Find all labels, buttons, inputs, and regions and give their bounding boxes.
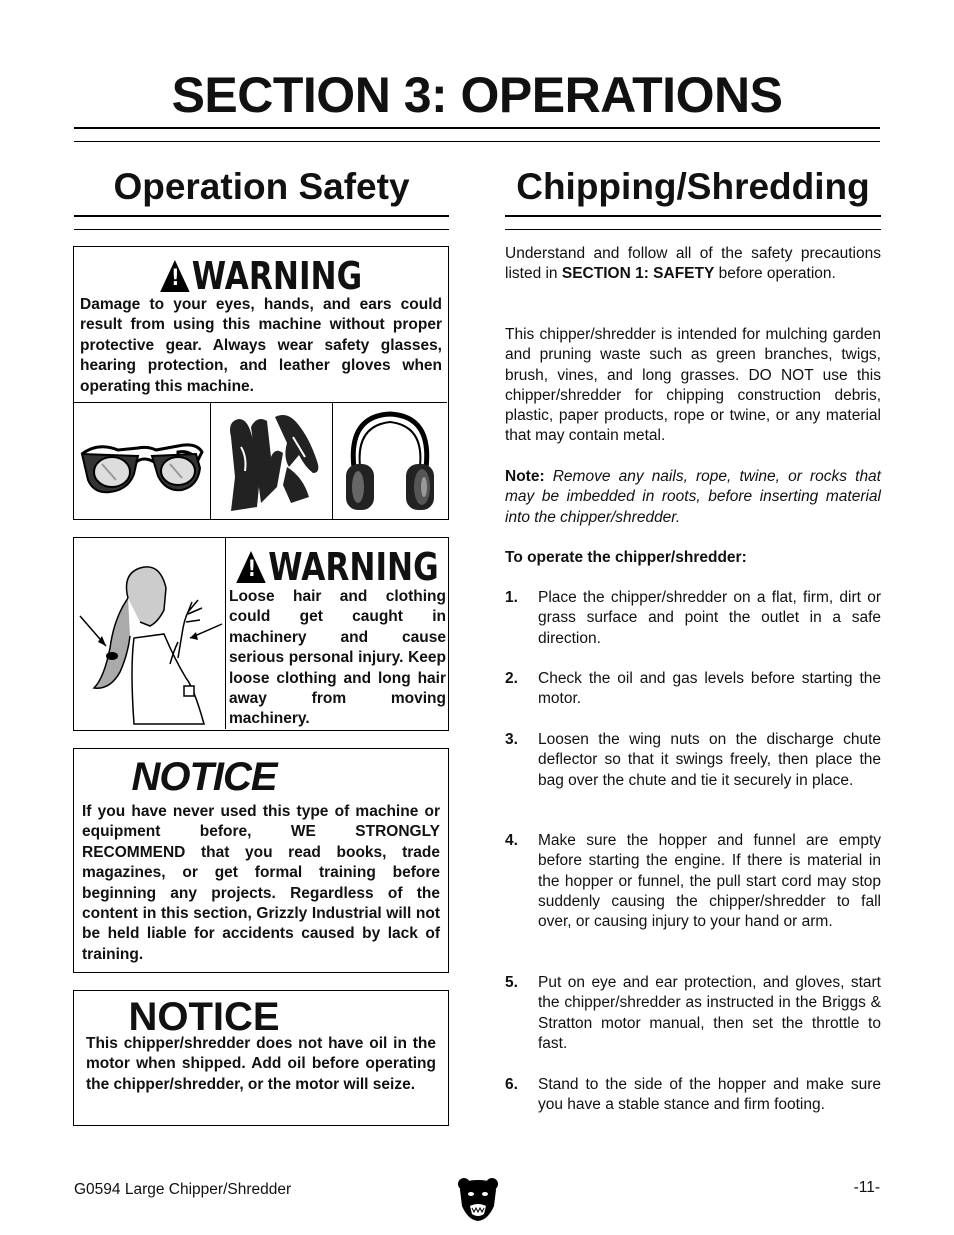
step-number: 5.: [505, 974, 518, 991]
notice-text: If you have never used this type of machine or equipment before, WE STRONGLY RECOMMEND that you read books, trade magazines, or get formal training before beginning any projects. Regardless of the content in this section, Grizzly Industrial will not be held liable for accidents caused by lack of training.: [82, 803, 440, 963]
grizzly-bear-logo: [456, 1176, 500, 1222]
step-number: 2.: [505, 670, 518, 687]
notice-box-oil: [73, 990, 449, 1126]
step-2: [505, 669, 881, 710]
warning-text: Damage to your eyes, hands, and ears could result from using this machine without proper protective gear. Always wear safety glasses, hearing protection, and leather gloves when operating this machine.: [80, 296, 442, 395]
warning-header: [108, 253, 415, 299]
warning-box-loose-hair: [73, 537, 449, 731]
warning-label: WARNING: [191, 254, 363, 298]
step-text: Make sure the hopper and funnel are empty before starting the engine. If there is material in the hopper or funnel, the pull start cord may stop suddenly causing the chipper/shredder to fall over, or causing injury to your hand or arm.: [538, 832, 881, 931]
step-text: Place the chipper/shredder on a flat, firm, dirt or grass surface and point the outlet in a safe direction.: [538, 589, 881, 647]
intro-paragraph: [505, 244, 881, 285]
page-number: -11-: [853, 1179, 880, 1196]
safety-glasses-image: [74, 403, 211, 520]
title-rule-thin: [74, 141, 880, 142]
note-paragraph: [505, 467, 881, 528]
ear-muffs-image: [333, 403, 447, 520]
long-hair-person-icon: [74, 538, 224, 728]
safety-section-reference: SECTION 1: SAFETY: [561, 265, 715, 283]
warning-label: WARNING: [268, 545, 439, 589]
chipping-shredding-heading: Chipping/Shredding: [516, 166, 870, 207]
warning-triangle-icon: [236, 551, 266, 583]
operation-safety-heading: Operation Safety: [113, 166, 410, 207]
warning2-content: [229, 538, 446, 730]
note-label: Note:: [505, 468, 545, 485]
right-heading-rule-thin: [505, 229, 881, 230]
steps-heading: To operate the chipper/shredder:: [505, 549, 747, 566]
step-text: Loosen the wing nuts on the discharge chute deflector so that it swings freely, then place the bag over the chute and tie it securely in place.: [538, 731, 881, 789]
warning-header: [249, 544, 439, 590]
intro-text: Understand and follow all of the safety precautions listed in: [505, 245, 881, 283]
warning-text: Loose hair and clothing could get caught in machinery and cause serious personal injury. Keep loose clothing and long hair away from moving machinery.: [229, 588, 446, 728]
step-number: 3.: [505, 731, 518, 748]
left-heading-rule-thick: [74, 215, 449, 217]
note-text: Remove any nails, rope, twine, or rocks that may be imbedded in roots, before inserting material into the chipper/shredder.: [505, 468, 881, 526]
step-5: [505, 973, 881, 1054]
bear-logo-icon: [456, 1176, 500, 1222]
step-6: [505, 1075, 881, 1116]
step-1: [505, 588, 881, 649]
notice-box-training: [73, 748, 449, 973]
step-4: [505, 831, 881, 932]
notice-text: This chipper/shredder does not have oil in the motor when shipped. Add oil before operating the chipper/shredder, or the motor will seize.: [86, 1035, 436, 1093]
notice-header: NOTICE: [128, 995, 280, 1039]
notice-header: NOTICE: [131, 755, 277, 799]
intro-text-end: before operation.: [714, 265, 836, 283]
footer-model: G0594 Large Chipper/Shredder: [74, 1181, 292, 1198]
step-text: Check the oil and gas levels before starting the motor.: [538, 670, 881, 708]
title-rule-thick: [74, 127, 880, 129]
step-number: 1.: [505, 589, 518, 606]
step-3: [505, 730, 881, 791]
right-heading-rule-thick: [505, 215, 881, 217]
safety-glasses-icon: [78, 420, 206, 504]
left-heading-rule-thin: [74, 229, 449, 230]
leather-gloves-image: [211, 403, 333, 520]
hearing-protection-icon: [340, 406, 440, 518]
step-text: Put on eye and ear protection, and gloves, start the chipper/shredder as instructed in the Briggs & Stratton motor manual, then set the throttle to fast.: [538, 974, 881, 1052]
step-number: 6.: [505, 1076, 518, 1093]
intended-use-paragraph: This chipper/shredder is intended for mulching garden and pruning waste such as green branches, twigs, brush, vines, and long grasses. DO NOT use this chipper/shredder for chipping construction debris, plastic, paper products, rope or twine, or any material that may contain metal.: [505, 326, 881, 445]
loose-hair-image: [74, 538, 226, 729]
gloves-icon: [217, 407, 327, 517]
section-title: SECTION 3: OPERATIONS: [171, 67, 783, 123]
warning-triangle-icon: [160, 260, 190, 292]
step-number: 4.: [505, 832, 518, 849]
warning-box-protective-gear: [73, 246, 449, 520]
ppe-images: [74, 402, 447, 520]
step-text: Stand to the side of the hopper and make sure you have a stable stance and firm footing.: [538, 1076, 881, 1114]
